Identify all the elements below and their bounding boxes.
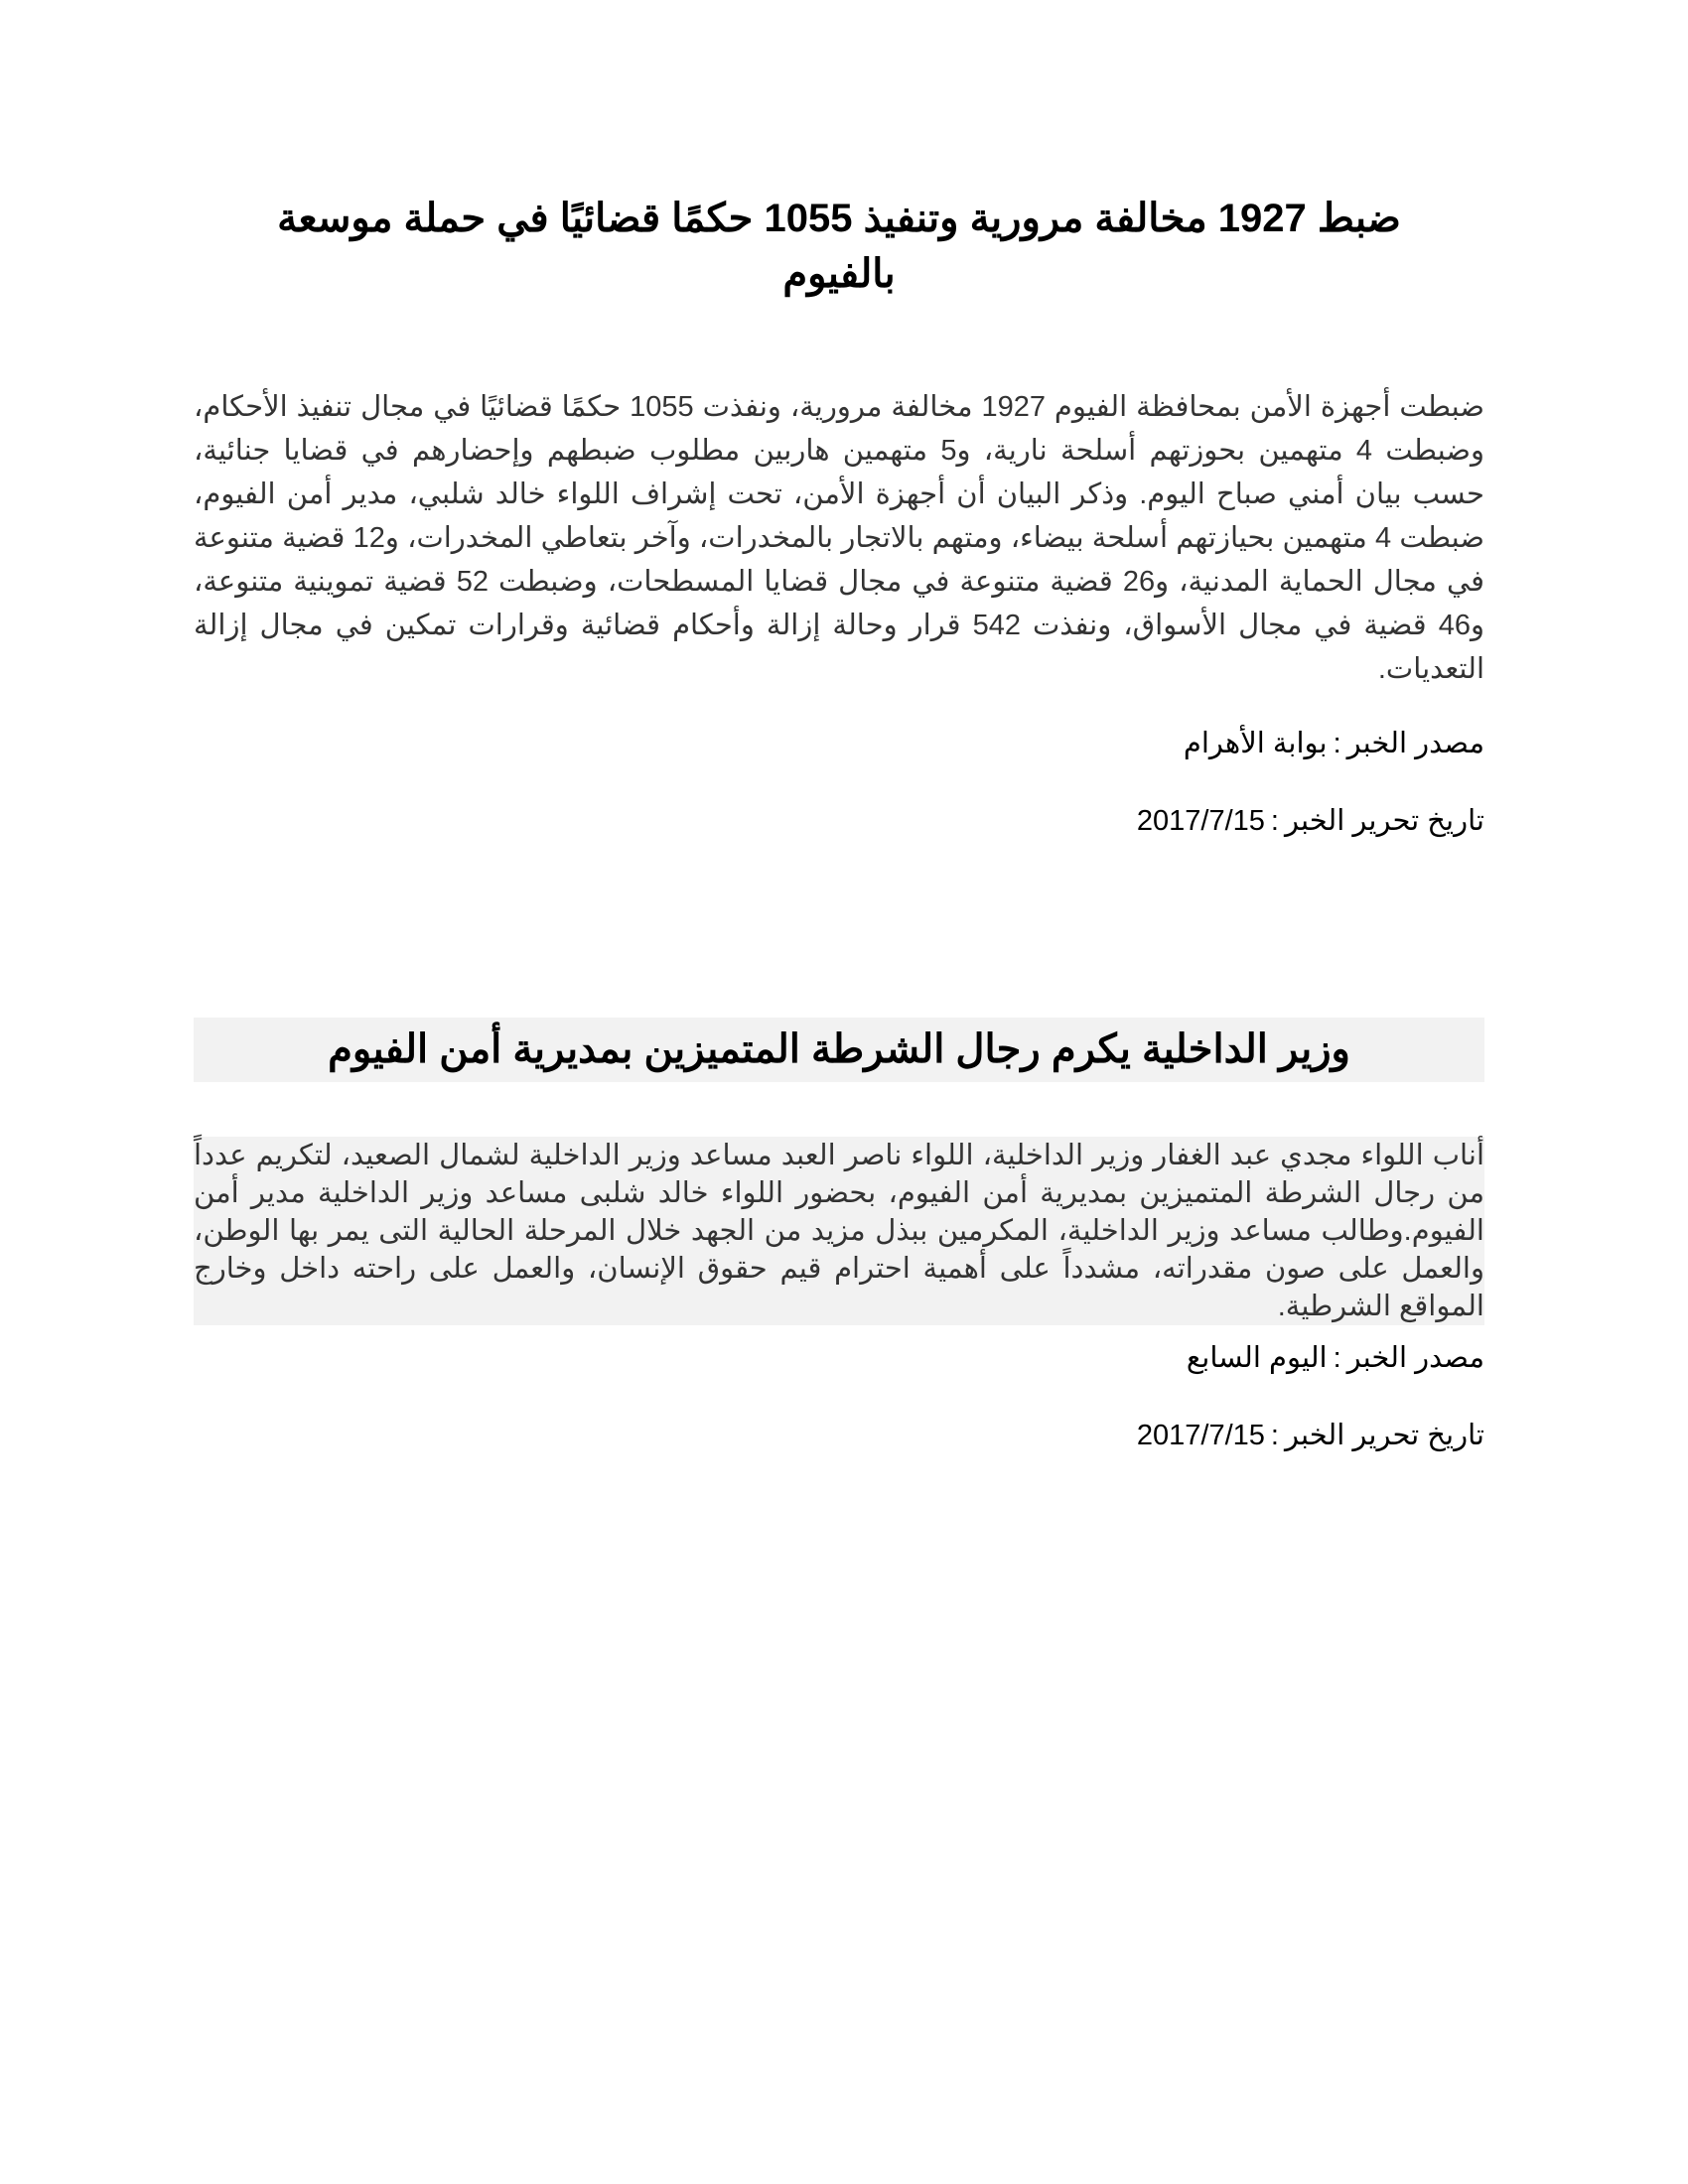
article-body: أناب اللواء مجدي عبد الغفار وزير الداخلية، اللواء ناصر العبد مساعد وزير الداخلية لشمال الصعيد، لتكريم عدداً من رجال الشرطة المتميزين بمديرية أمن الفيوم، بحضور اللواء خالد شلبى مساعد وزير الداخلية مدير أمن الفيوم.وطالب مساعد وزير الداخلية، المكرمين ببذل مزيد من الجهد خلال المرحلة الحالية التى يمر بها الوطن، والعمل على صون مقدراته، مشدداً على أهمية احترام قيم حقوق الإنسان، والعمل على راحته داخل وخارج المواقع الشرطية. [194,1137,1484,1325]
news-source-label: مصدر الخبر [1346,1342,1484,1374]
news-date-value: 2017/7/15 [1136,1420,1265,1451]
news-date-value: 2017/7/15 [1136,805,1265,837]
news-source-label: مصدر الخبر [1346,728,1484,759]
article-title: ضبط 1927 مخالفة مرورية وتنفيذ 1055 حكمًا قضائيًا في حملة موسعة بالفيوم [277,197,1401,296]
article-title: وزير الداخلية يكرم رجال الشرطة المتميزين بمديرية أمن الفيوم [194,1018,1484,1082]
meta-separator: : [1333,1342,1341,1374]
news-source-value: اليوم السابع [1186,1342,1328,1374]
news-date-label: تاريخ تحرير الخبر [1284,1420,1484,1451]
news-article-traffic-violations [194,191,1484,840]
meta-separator: : [1270,1420,1279,1451]
article-body: ضبطت أجهزة الأمن بمحافظة الفيوم 1927 مخالفة مرورية، ونفذت 1055 حكمًا قضائيًا في مجال تنفيذ الأحكام، وضبطت 4 متهمين بحوزتهم أسلحة نارية، و5 متهمين هاربين مطلوب ضبطهم وإحضارهم في قضايا جنائية، حسب بيان أمني صباح اليوم. وذكر البيان أن أجهزة الأمن، تحت إشراف اللواء خالد شلبي، مدير أمن الفيوم، ضبطت 4 متهمين بحيازتهم أسلحة بيضاء، ومتهم بالاتجار بالمخدرات، وآخر بتعاطي المخدرات، و12 قضية متنوعة في مجال الحماية المدنية، و26 قضية متنوعة في مجال قضايا المسطحات، وضبطت 52 قضية تموينية متنوعة، و46 قضية في مجال الأسواق، ونفذت 542 قرار وحالة إزالة وأحكام قضائية وقرارات تمكين في مجال إزالة التعديات. [194,391,1485,685]
news-date-label: تاريخ تحرير الخبر [1284,805,1484,837]
news-date [194,1417,1484,1454]
news-source [194,1339,1484,1377]
news-source [194,725,1484,762]
meta-separator: : [1270,805,1279,837]
news-date [194,802,1484,840]
news-article-police-honoring [194,1018,1484,1454]
news-source-value: بوابة الأهرام [1183,728,1328,759]
meta-separator: : [1333,728,1341,759]
